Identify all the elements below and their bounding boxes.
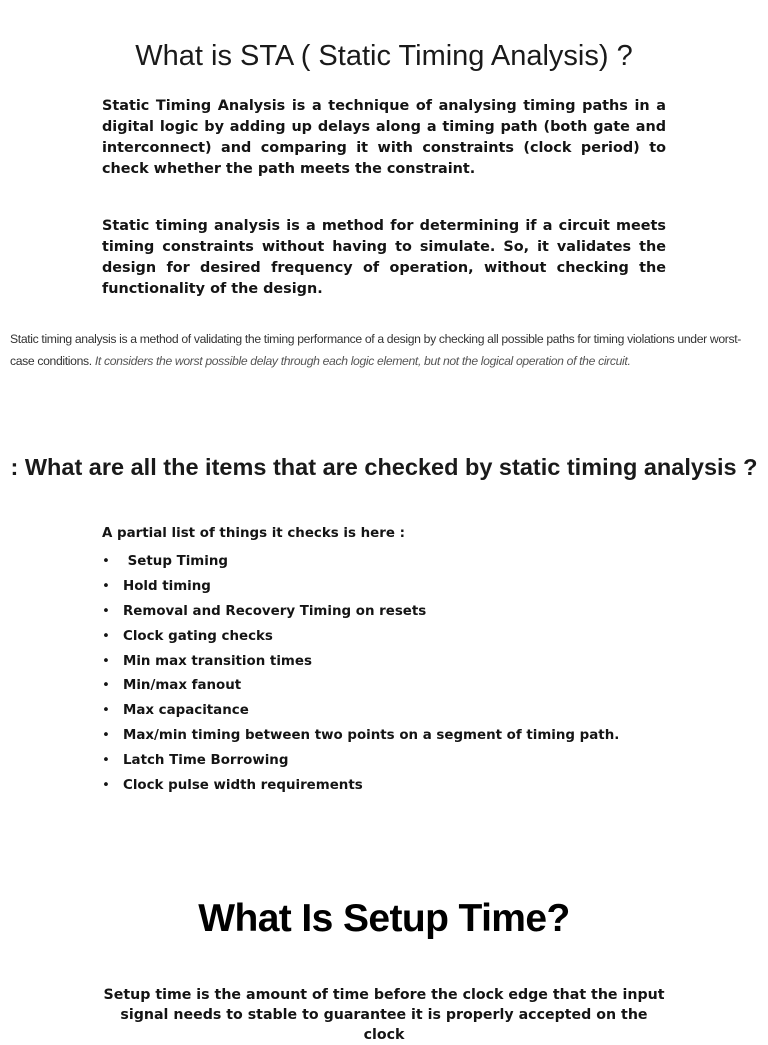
setup-time-title: What Is Setup Time?	[198, 897, 570, 940]
bullet-icon: •	[102, 628, 110, 644]
checks-list-item-text: Hold timing	[123, 578, 211, 594]
checks-list-item	[102, 749, 619, 774]
checks-list-item	[102, 550, 619, 575]
checks-list-item-text: Setup Timing	[123, 554, 228, 569]
checks-title: : What are all the items that are checked by static timing analysis ?	[10, 454, 758, 480]
sta-definition-paragraph: Static Timing Analysis is a technique of analysing timing paths in a digital logic by adding up delays along a timing path (both gate and interconnect) and comparing it with constraints (clock period) to check whether the path meets the constraint.	[102, 98, 666, 177]
checks-list-item-text: Clock pulse width requirements	[123, 778, 363, 794]
sta-quote-text	[10, 328, 750, 372]
bullet-icon: •	[102, 554, 110, 569]
bullet-icon: •	[102, 703, 110, 719]
sta-title: What is STA ( Static Timing Analysis) ?	[135, 40, 633, 72]
checks-list-item-text: Removal and Recovery Timing on resets	[123, 603, 427, 619]
bullet-icon: •	[102, 603, 110, 619]
checks-list-item-text: Min/max fanout	[123, 678, 242, 694]
bullet-icon: •	[102, 778, 110, 794]
checks-list-item	[102, 575, 619, 600]
bullet-icon: •	[102, 753, 110, 769]
bullet-icon: •	[102, 678, 110, 694]
checks-list-item	[102, 650, 619, 675]
checks-list-item-text: Max capacitance	[123, 703, 249, 719]
quote-italic-text: It considers the worst possible delay through each logic element, but not the logical operation of the circuit.	[94, 354, 631, 368]
checks-list	[102, 550, 619, 799]
checks-list-item	[102, 600, 619, 625]
checks-list-item-text: Max/min timing between two points on a segment of timing path.	[123, 728, 620, 744]
bullet-icon: •	[102, 578, 110, 594]
quote-normal-text: Static timing analysis is a method of validating the timing performance of a design by checking all possible paths for timing violations under worst-case conditions.	[10, 332, 741, 368]
checks-intro: A partial list of things it checks is here :	[102, 526, 405, 541]
checks-list-item	[102, 774, 619, 799]
bullet-icon: •	[102, 728, 110, 744]
sta-method-paragraph: Static timing analysis is a method for determining if a circuit meets timing constraints without having to simulate. So, it validates the design for desired frequency of operation, without checking the functionality of the design.	[102, 218, 666, 297]
bullet-icon: •	[102, 653, 110, 669]
checks-list-item-text: Clock gating checks	[123, 628, 273, 644]
setup-time-paragraph: Setup time is the amount of time before the clock edge that the input signal needs to stable to guarantee it is properly accepted on the clock	[103, 987, 665, 1043]
checks-list-item	[102, 699, 619, 724]
checks-list-item	[102, 724, 619, 749]
checks-list-item	[102, 674, 619, 699]
checks-list-item-text: Min max transition times	[123, 653, 312, 669]
checks-list-item	[102, 625, 619, 650]
checks-list-item-text: Latch Time Borrowing	[123, 753, 289, 769]
